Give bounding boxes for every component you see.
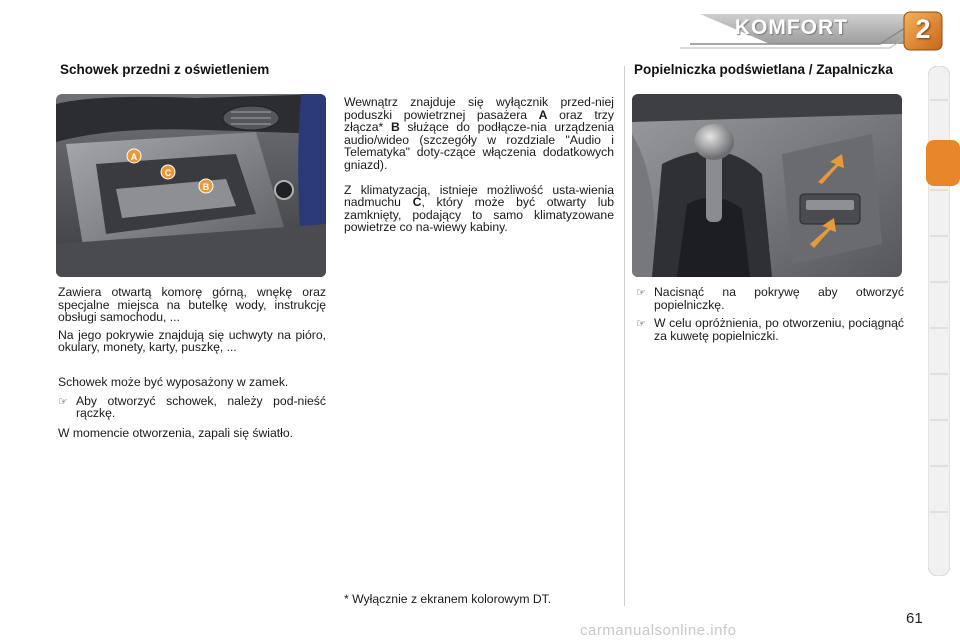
- airbag-text-3: służące do podłącze-nia urządzenia audio/wideo (szczegóły w rozdziale "Audio i Telematyka" doty-czące włączenia dodatkowych gniazd).: [344, 120, 614, 172]
- glovebox-bullet-text: Aby otworzyć schowek, należy pod-nieść rączkę.: [76, 393, 326, 421]
- photo-label-c: C: [164, 168, 172, 178]
- column-divider: [624, 66, 625, 606]
- ashtray-bullet-open: [636, 286, 904, 311]
- switch-description: [344, 96, 614, 234]
- label-c: C: [412, 195, 422, 210]
- glovebox-photo: [56, 94, 326, 277]
- glovebox-instructions: [58, 376, 326, 439]
- pointing-hand-icon: ☞: [636, 318, 646, 331]
- airbag-text-2: oraz trzy złącza*: [344, 107, 614, 135]
- photo-label-a: A: [130, 152, 138, 162]
- active-chapter-tab[interactable]: [926, 140, 960, 186]
- section-title-glovebox: Schowek przedni z oświetleniem: [60, 62, 270, 77]
- pointing-hand-icon: ☞: [636, 287, 646, 299]
- watermark: carmanualsonline.info: [580, 622, 737, 639]
- aircon-para: [344, 184, 614, 234]
- airbag-switch-para: [344, 96, 614, 172]
- glovebox-para-lock: Schowek może być wyposażony w zamek.: [58, 375, 289, 389]
- label-a: A: [538, 107, 548, 122]
- glovebox-para-lid: Na jego pokrywie znajdują się uchwyty na pióro, okulary, monety, karty, puszkę, ...: [58, 327, 326, 355]
- ashtray-bullet-empty: [636, 317, 904, 342]
- ashtray-photo: [632, 94, 902, 277]
- ashtray-bullet-empty-text: W celu opróżnienia, po otworzeniu, pociągnąć za kuwetę popielniczki.: [654, 316, 904, 343]
- ashtray-instructions: [636, 286, 904, 342]
- glovebox-description: [58, 286, 326, 354]
- footnote: * Wyłącznie z ekranem kolorowym DT.: [344, 592, 552, 606]
- airbag-text-1: Wewnątrz znajduje się wyłącznik przed-niej poduszki powietrznej pasażera: [344, 95, 614, 122]
- glovebox-para-light: W momencie otworzenia, zapali się światło.: [58, 425, 294, 440]
- photo-label-b: B: [202, 182, 210, 192]
- section-title-ashtray: Popielniczka podświetlana / Zapalniczka: [634, 62, 893, 77]
- page-number: 61: [906, 610, 923, 627]
- chapter-title: KOMFORT: [734, 16, 848, 39]
- aircon-text-2: , który może być otwarty lub zamknięty, podający to samo klimatyzowane powietrze co na-wiewy kabiny.: [344, 195, 615, 235]
- label-b: B: [390, 120, 400, 135]
- pointing-hand-icon: ☞: [58, 395, 68, 408]
- glovebox-bullet-open: [58, 395, 326, 420]
- glovebox-para-contents: Zawiera otwartą komorę górną, wnękę oraz specjalne miejsca na butelkę wody, instrukcję obsługi samochodu, ...: [58, 285, 326, 325]
- ashtray-bullet-open-text: Nacisnąć na pokrywę aby otworzyć popielniczkę.: [654, 285, 904, 312]
- chapter-number: 2: [915, 14, 931, 44]
- aircon-text-1: Z klimatyzacją, istnieje możliwość usta-wienia nadmuchu: [344, 182, 614, 210]
